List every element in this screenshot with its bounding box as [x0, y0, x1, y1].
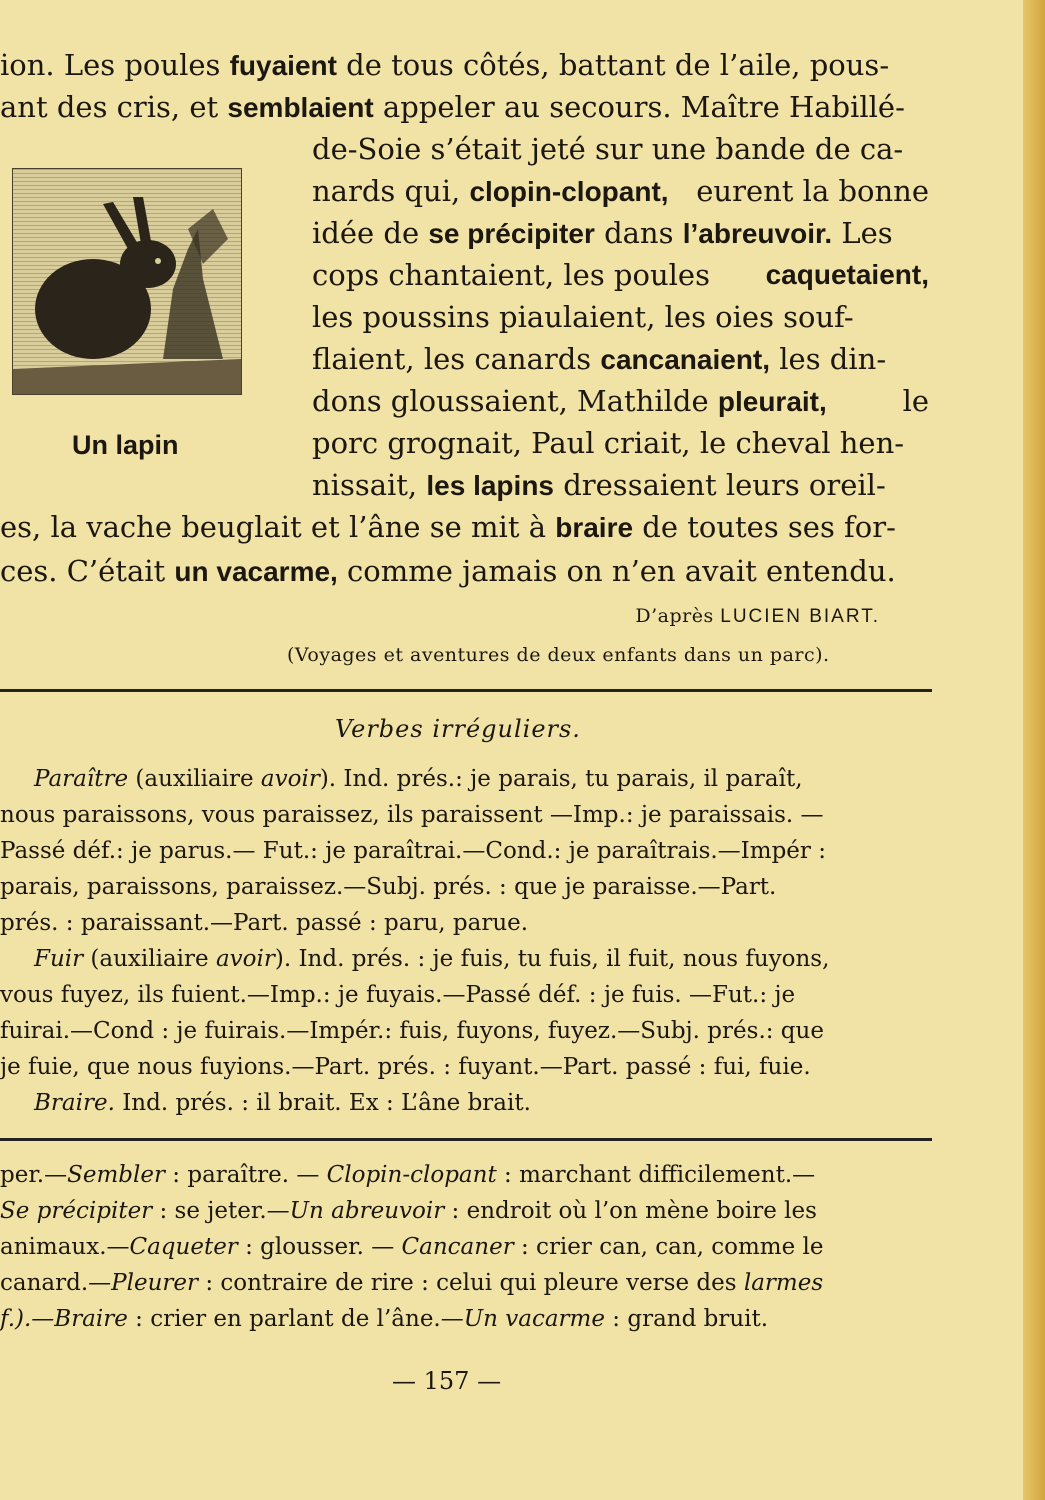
story-line: cops chantaient, les poules caquetaient, — [312, 258, 929, 292]
glossary-line: canard.—Pleurer : contraire de rire : celui qui pleure verse des larmes — [0, 1270, 824, 1296]
story-line: es, la vache beuglait et l’âne se mit à braire de toutes ses for- — [0, 510, 896, 544]
verb-line: prés. : paraissant.—Part. passé : paru, parue. — [0, 910, 529, 936]
glossary-line: Se précipiter : se jeter.—Un abreuvoir : endroit où l’on mène boire les — [0, 1198, 817, 1224]
story-line: porc grognait, Paul criait, le cheval hen- — [312, 426, 905, 460]
glossary-line: f.).—Braire : crier en parlant de l’âne.—Un vacarme : grand bruit. — [0, 1306, 769, 1332]
verb-line: Fuir (auxiliaire avoir). Ind. prés. : je fuis, tu fuis, il fuit, nous fuyons, — [34, 946, 830, 972]
divider — [0, 1138, 932, 1141]
story-line: flaient, les canards cancanaient, les din- — [312, 342, 887, 376]
verb-line: Paraître (auxiliaire avoir). Ind. prés.: je parais, tu parais, il paraît, — [34, 766, 803, 792]
story-line: nissait, les lapins dressaient leurs oreil- — [312, 468, 886, 502]
verb-line: vous fuyez, ils fuient.—Imp.: je fuyais.—Passé déf. : je fuis. —Fut.: je — [0, 982, 796, 1008]
verb-line: parais, paraissons, paraissez.—Subj. prés. : que je paraisse.—Part. — [0, 874, 777, 900]
story-line: ion. Les poules fuyaient de tous côtés, battant de l’aile, pous- — [0, 48, 890, 82]
story-line: idée de se précipiter dans l’abreuvoir. Les — [312, 216, 893, 250]
story-line: dons gloussaient, Mathilde pleurait, le — [312, 384, 929, 418]
verb-line: Braire. Ind. prés. : il brait. Ex : L’âne brait. — [34, 1090, 531, 1116]
story-line: nards qui, clopin-clopant, eurent la bonne — [312, 174, 929, 208]
source-citation: (Voyages et aventures de deux enfants dans un parc). — [287, 644, 830, 666]
story-line: ant des cris, et semblaient appeler au secours. Maître Habillé- — [0, 90, 905, 124]
rabbit-illustration — [12, 168, 242, 395]
glossary-line: animaux.—Caqueter : glousser. — Cancaner : crier can, can, comme le — [0, 1234, 824, 1260]
glossary-line: per.—Sembler : paraître. — Clopin-clopant : marchant difficilement.— — [0, 1162, 816, 1188]
verb-line: nous paraissons, vous paraissez, ils paraissent —Imp.: je paraissais. — — [0, 802, 824, 828]
verb-line: fuirai.—Cond : je fuirais.—Impér.: fuis, fuyons, fuyez.—Subj. prés.: que — [0, 1018, 824, 1044]
story-line: ces. C’était un vacarme, comme jamais on n’en avait entendu. — [0, 554, 896, 588]
divider — [0, 689, 932, 692]
story-line: de-Soie s’était jeté sur une bande de ca- — [312, 132, 904, 166]
page-number: — 157 — — [392, 1367, 502, 1395]
page-edge — [1023, 0, 1045, 1500]
attribution: D’après LUCIEN BIART. — [635, 605, 880, 627]
rabbit-engraving-icon — [13, 169, 241, 394]
section-heading: Verbes irréguliers. — [335, 715, 581, 743]
illustration-caption: Un lapin — [72, 430, 179, 460]
verb-line: Passé déf.: je parus.— Fut.: je paraîtrai.—Cond.: je paraîtrais.—Impér : — [0, 838, 826, 864]
verb-line: je fuie, que nous fuyions.—Part. prés. : fuyant.—Part. passé : fui, fuie. — [0, 1054, 811, 1080]
story-line: les poussins piaulaient, les oies souf- — [312, 300, 854, 334]
